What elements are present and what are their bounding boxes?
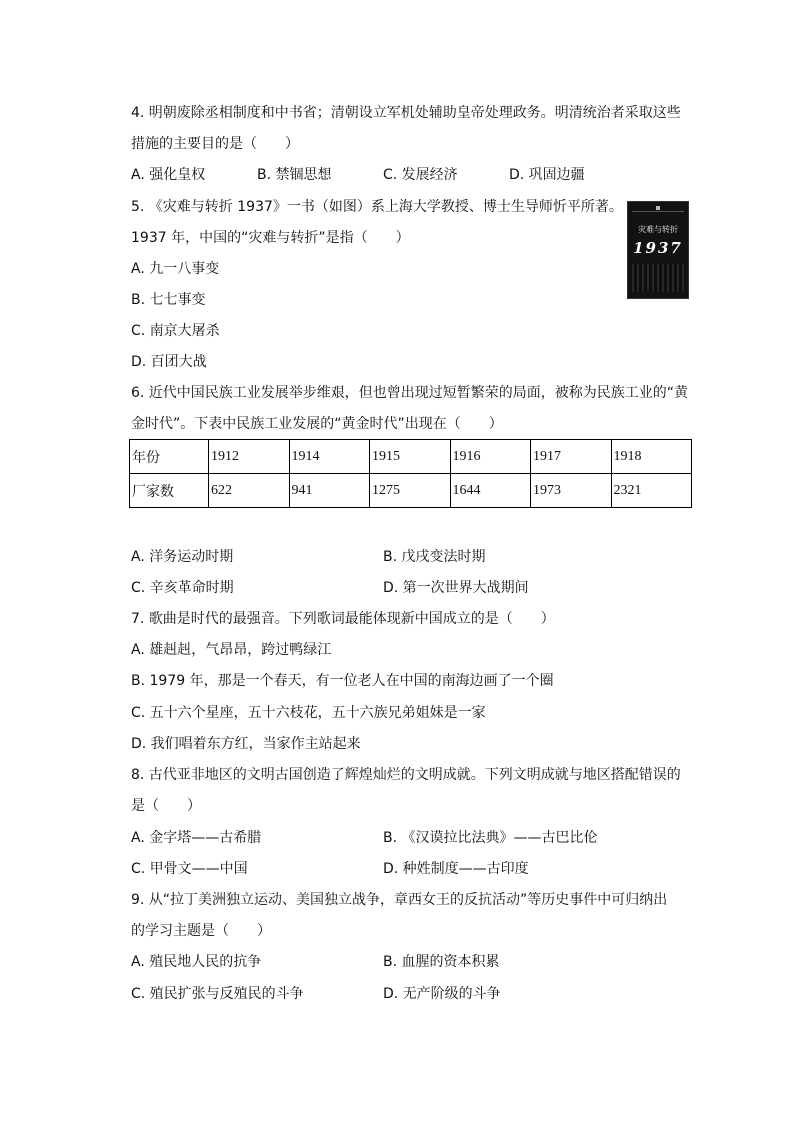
question-5-stem-line-2: 1937 年，中国的“灾难与转折”是指（ ）: [131, 230, 410, 246]
table-cell: 1644: [450, 474, 531, 508]
table-header-cell: 年份: [130, 440, 209, 474]
table-cell: 1915: [370, 440, 451, 474]
question-6-option-b: B. 戊戌变法时期: [383, 549, 486, 565]
question-6-option-d: D. 第一次世界大战期间: [383, 580, 529, 596]
table-cell: 1275: [370, 474, 451, 508]
book-cover-emblem: [656, 206, 660, 210]
question-7-stem-line-1: 7. 歌曲是时代的最强音。下列歌词最能体现新中国成立的是（ ）: [131, 611, 555, 627]
table-cell: 622: [209, 474, 290, 508]
question-9-stem-line-2: 的学习主题是（ ）: [131, 923, 271, 939]
question-4-option-a: A. 强化皇权: [131, 167, 206, 183]
question-7-option-c: C. 五十六个星座，五十六枝花，五十六族兄弟姐妹是一家: [131, 705, 486, 721]
table-cell: 1914: [289, 440, 370, 474]
question-5-option-b: B. 七七事变: [131, 292, 206, 308]
book-cover-rule: [632, 211, 684, 212]
question-6-stem-line-2: 金时代”。下表中民族工业发展的“黄金时代”出现在（ ）: [131, 416, 503, 432]
question-9-stem-line-1: 9. 从“拉丁美洲独立运动、美国独立战争，章西女王的反抗活动”等历史事件中可归纳出: [131, 892, 668, 908]
question-8-stem-line-2: 是（ ）: [131, 798, 201, 814]
table-cell: 1973: [531, 474, 612, 508]
table-cell: 1916: [450, 440, 531, 474]
book-cover-image: [627, 201, 689, 299]
table-row: [130, 474, 692, 508]
book-cover-photo: [632, 264, 684, 292]
question-4-option-b: B. 禁锢思想: [257, 167, 332, 183]
table-cell: 1912: [209, 440, 290, 474]
question-4-option-d: D. 巩固边疆: [509, 167, 585, 183]
question-5-option-d: D. 百团大战: [131, 354, 207, 370]
question-7-option-b: B. 1979 年，那是一个春天，有一位老人在中国的南海边画了一个圈: [131, 673, 554, 689]
question-9-option-b: B. 血腥的资本积累: [383, 954, 500, 970]
question-7-option-d: D. 我们唱着东方红，当家作主站起来: [131, 736, 361, 752]
question-6-option-c: C. 辛亥革命时期: [131, 580, 234, 596]
question-5-option-c: C. 南京大屠杀: [131, 323, 220, 339]
table-header-cell: 厂家数: [130, 474, 209, 508]
question-8-stem-line-1: 8. 古代亚非地区的文明古国创造了辉煌灿烂的文明成就。下列文明成就与地区搭配错误的: [131, 767, 681, 783]
table-row: [130, 440, 692, 474]
question-7-option-a: A. 雄赳赳，气昂昂，跨过鸭绿江: [131, 642, 332, 658]
question-8-option-c: C. 甲骨文——中国: [131, 861, 248, 877]
question-4-stem-line-2: 措施的主要目的是（ ）: [131, 136, 299, 152]
question-8-option-b: B. 《汉谟拉比法典》——古巴比伦: [383, 830, 598, 846]
factory-count-table: [129, 439, 692, 508]
question-5-option-a: A. 九一八事变: [131, 261, 220, 277]
table-cell: 1918: [611, 440, 692, 474]
book-cover-year: 1937: [633, 239, 683, 257]
question-6-option-a: A. 洋务运动时期: [131, 549, 234, 565]
question-6-stem-line-1: 6. 近代中国民族工业发展举步维艰，但也曾出现过短暂繁荣的局面，被称为民族工业的“黄: [131, 385, 689, 401]
table-cell: 1917: [531, 440, 612, 474]
question-8-option-d: D. 种姓制度——古印度: [383, 861, 529, 877]
question-4-stem-line-1: 4. 明朝废除丞相制度和中书省；清朝设立军机处辅助皇帝处理政务。明清统治者采取这些: [131, 105, 681, 121]
question-4-option-c: C. 发展经济: [383, 167, 458, 183]
question-5-stem-line-1: 5. 《灾难与转折 1937》一书（如图）系上海大学教授、博士生导师忻平所著。: [131, 199, 623, 215]
question-8-option-a: A. 金字塔——古希腊: [131, 830, 262, 846]
question-9-option-d: D. 无产阶级的斗争: [383, 986, 501, 1002]
question-9-option-a: A. 殖民地人民的抗争: [131, 954, 262, 970]
question-9-option-c: C. 殖民扩张与反殖民的斗争: [131, 986, 304, 1002]
table-cell: 2321: [611, 474, 692, 508]
table-cell: 941: [289, 474, 370, 508]
book-cover-title: 灾难与转折: [638, 225, 678, 234]
